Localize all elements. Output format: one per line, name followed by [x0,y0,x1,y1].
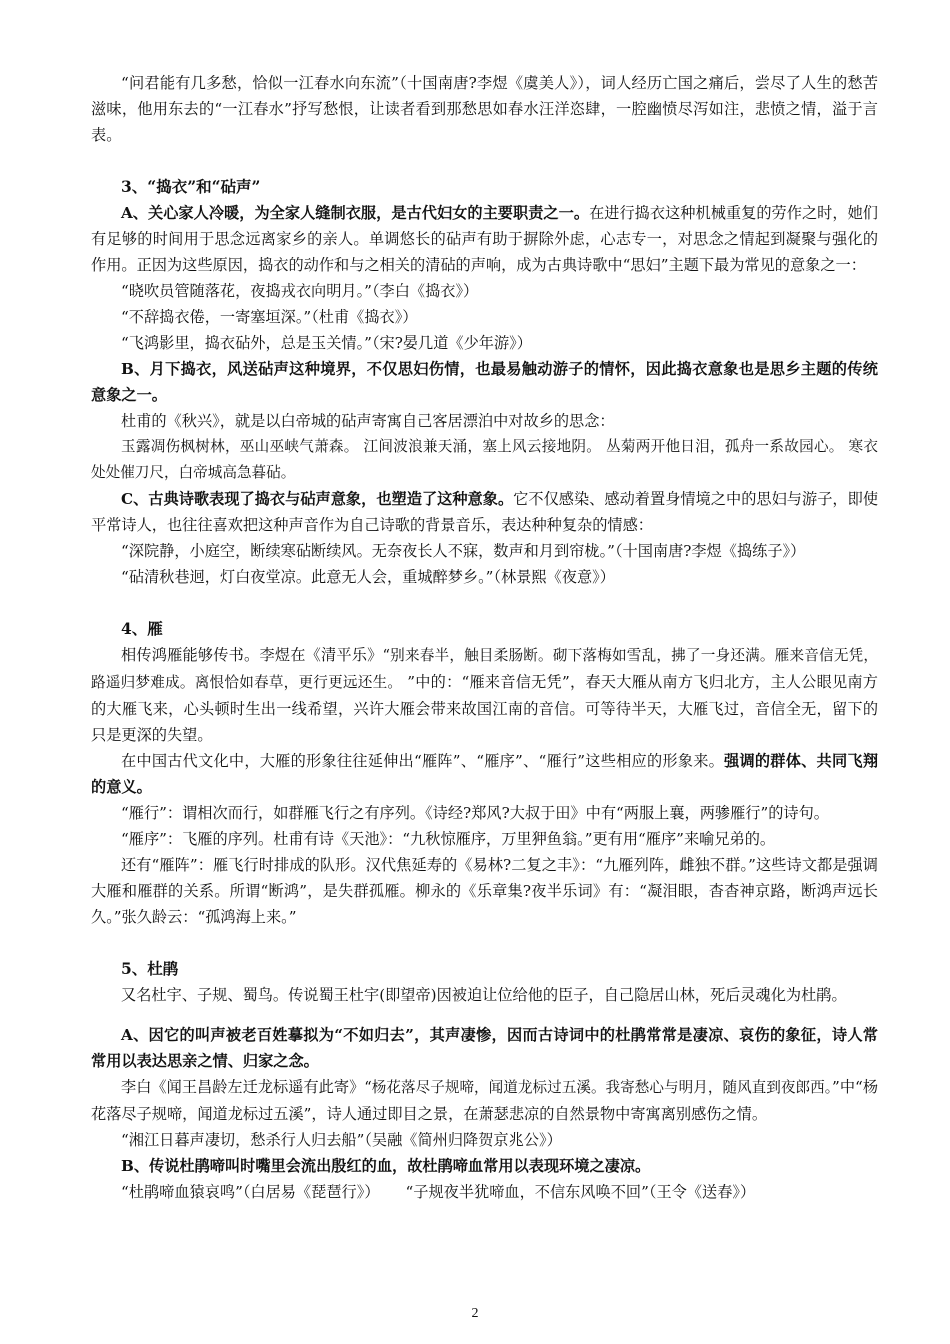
quote: “杜鹃啼血猿哀鸣”（白居易《琵琶行》） [121,1183,380,1201]
bold-point: B、传说杜鹃啼叫时嘴里会流出殷红的血，故杜鹃啼血常用以表现环境之凄凉。 [121,1157,651,1175]
quote-line [91,1179,878,1205]
bold-point: A、因它的叫声被老百姓摹拟为“不如归去”，其声凄惨，因而古诗词中的杜鹃常常是凄凉、哀伤的象征，诗人常常用以表达思亲之情、归家之念。 [91,1026,878,1070]
quote: “湘江日暮声凄切，愁杀行人归去船”（吴融《简州归降贺京兆公》） [121,1131,562,1149]
section-heading-3: 3、“捣衣”和“砧声” [121,177,261,196]
text: ”中的：“雁来音信无凭”，春天大雁从南方飞归北方，主人公眼见南方的大雁飞来，心头顿时生出一线希望，兴许大雁会带来故国江南的音信。可等待半天，大雁飞过，音信全无，留下的只是更深的失望。 [91,673,878,744]
paragraph [91,486,878,538]
paragraph [91,748,878,800]
quote: “飞鸿影里，捣衣砧外，总是玉关情。”（宋?晏几道《少年游》） [121,334,532,352]
paragraph [91,642,878,748]
bold-point: A、关心家人冷暖，为全家人缝制衣服，是古代妇女的主要职责之一。 [121,204,590,222]
bold-point: B、月下捣衣，风送砧声这种境界，不仅思妇伤情，也最易触动游子的情怀，因此捣衣意象也是思乡主题的传统意象之一。 [91,360,878,404]
section-heading-4: 4、雁 [121,619,163,638]
paragraph: “问君能有几多愁，恰似一江春水向东流”（十国南唐?李煜《虞美人》），词人经历亡国之痛后，尝尽了人生的愁苦滋味，他用东去的“一江春水”抒写愁恨，让读者看到那愁思如春水汪洋恣肆，一腔幽愤尽泻如注，悲愤之情，溢于言表。 [91,74,878,144]
paragraph: “雁行”：谓相次而行，如群雁飞行之有序列。《诗经?郑风?大叔于田》中有“两服上襄，两骖雁行”的诗句。 [121,804,829,822]
text: ”中“杨花落尽子规啼，闻道龙标过五溪”，诗人通过即目之景，在萧瑟悲凉的自然景物中寄寓离别感伤之情。 [91,1078,879,1123]
quote: “深院静，小庭空，断续寒砧断续风。无奈夜长人不寐，数声和月到帘栊。”（十国南唐?李煜《捣练子》） [121,542,806,560]
poem: “别来春半，触目柔肠断。砌下落梅如雪乱，拂了一身还满。雁来音信无凭，路遥归梦难成。离恨恰如春草，更行更远还生。 [91,647,879,691]
paragraph [91,200,878,278]
bold-point: 强调的群体、共同飞翔的意义。 [91,752,879,796]
page-content [91,70,878,1205]
text: 相传鸿雁能够传书。李煜在《清平乐》 [121,646,383,664]
page-number: 2 [471,1306,479,1321]
section-heading-5: 5、杜鹃 [121,959,179,978]
paragraph: 还有“雁阵”：雁飞行时排成的队形。汉代焦延寿的《易林?二复之丰》：“九雁列阵，雌独不群。”这些诗文都是强调大雁和雁群的关系。所谓“断鸿”，是失群孤雁。柳永的《乐章集?夜半乐词》有：“凝泪眼，杳杳神京路，断鸿声远长久。”张久龄云：“孤鸿海上来。” [91,856,878,926]
quote: “子规夜半犹啼血，不信东风唤不回”（王令《送春》） [405,1183,756,1201]
paragraph: 又名杜宇、子规、蜀鸟。传说蜀王杜宇(即望帝)因被迫让位给他的臣子，自己隐居山林，死后灵魂化为杜鹃。 [121,986,847,1004]
text: 在中国古代文化中，大雁的形象往往延伸出“雁阵”、“雁序”、“雁行”这些相应的形象来。 [121,752,725,770]
poem: “杨花落尽子规啼，闻道龙标过五溪。我寄愁心与明月，随风直到夜郎西。 [364,1079,833,1096]
text: 在进行捣衣这种机械重复的劳作之时，她们有足够的时间用于思念远离家乡的亲人。单调悠长的砧声有助于摒除外虑，心志专一，对思念之情起到凝聚与强化的作用。正因为这些原因，捣衣的动作和与之相关的清砧的声响，成为古典诗歌中“思妇”主题下最为常见的意象之一： [91,204,878,274]
paragraph: 杜甫的《秋兴》，就是以白帝城的砧声寄寓自己客居漂泊中对故乡的思念： [121,412,615,430]
text: 它不仅感染、感动着置身情境之中的思妇与游子，即使平常诗人，也往往喜欢把这种声音作为自己诗歌的背景音乐，表达种种复杂的情感： [91,490,879,534]
paragraph [91,1074,878,1127]
text: 李白《闻王昌龄左迁龙标遥有此寄》 [121,1078,365,1096]
poem: 玉露凋伤枫树林，巫山巫峡气萧森。 江间波浪兼天涌，塞上风云接地阴。 丛菊两开他日泪，孤舟一系故园心。 寒衣处处催刀尺，白帝城高急暮砧。 [91,438,878,481]
quote: “不辞捣衣倦，一寄塞垣深。”（杜甫《捣衣》） [121,308,418,326]
quote: “晓吹员管随落花，夜捣戎衣向明月。”（李白《捣衣》） [121,282,479,300]
bold-point: C、古典诗歌表现了捣衣与砧声意象，也塑造了这种意象。 [121,490,514,508]
quote: “砧清秋巷迥，灯白夜堂凉。此意无人会，重城醉梦乡。”（林景熙《夜意》） [121,568,615,586]
paragraph: “雁序”：飞雁的序列。杜甫有诗《天池》：“九秋惊雁序，万里狎鱼翁。”更有用“雁序”来喻兄弟的。 [121,830,776,848]
